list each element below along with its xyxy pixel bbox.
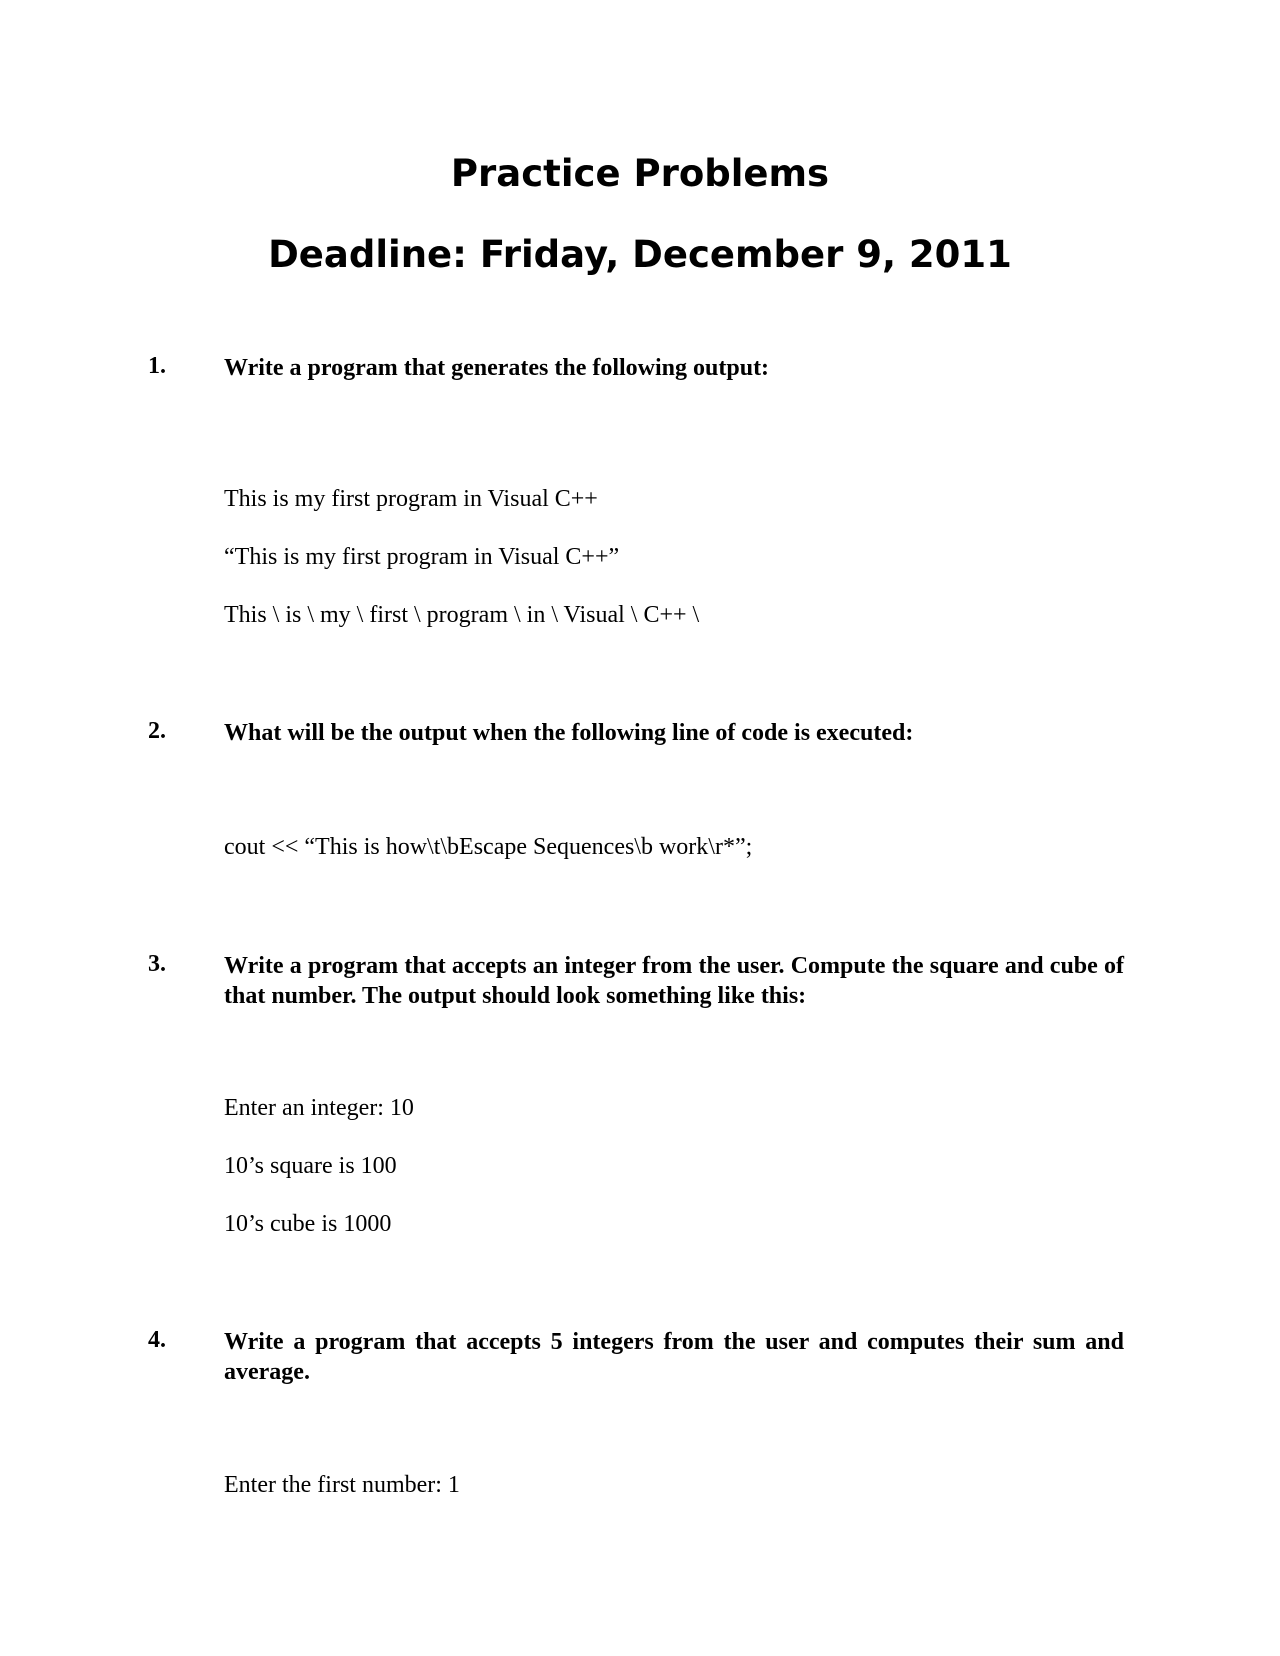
problem-3-output-line-3: 10’s cube is 1000	[224, 1211, 392, 1237]
problem-1-number: 1.	[148, 353, 166, 379]
problem-2-number: 2.	[148, 718, 166, 744]
problem-1-output-line-1: This is my first program in Visual C++	[224, 486, 598, 512]
problem-2-prompt: What will be the output when the following line of code is executed:	[224, 720, 914, 746]
deadline-heading: Deadline: Friday, December 9, 2011	[268, 233, 1012, 276]
problem-2-code-line: cout << “This is how\t\bEscape Sequences\b work\r*”;	[224, 834, 753, 860]
problem-3-prompt: Write a program that accepts an integer from the user. Compute the square and cube of that number. The output should look something like this:	[224, 953, 1124, 1009]
problem-1-output-line-2: “This is my first program in Visual C++”	[224, 544, 620, 570]
problem-3-number: 3.	[148, 951, 166, 977]
problem-3-output-line-2: 10’s square is 100	[224, 1153, 397, 1179]
problem-3-output-line-1: Enter an integer: 10	[224, 1095, 414, 1121]
problem-1-output-line-3: This \ is \ my \ first \ program \ in \ Visual \ C++ \	[224, 602, 700, 628]
problem-4-number: 4.	[148, 1327, 166, 1353]
problem-4-prompt: Write a program that accepts 5 integers from the user and computes their sum and average.	[224, 1329, 1124, 1385]
problem-4-output-line-1: Enter the first number: 1	[224, 1472, 460, 1498]
page-title: Practice Problems	[450, 152, 830, 195]
problem-1-prompt: Write a program that generates the following output:	[224, 355, 770, 381]
